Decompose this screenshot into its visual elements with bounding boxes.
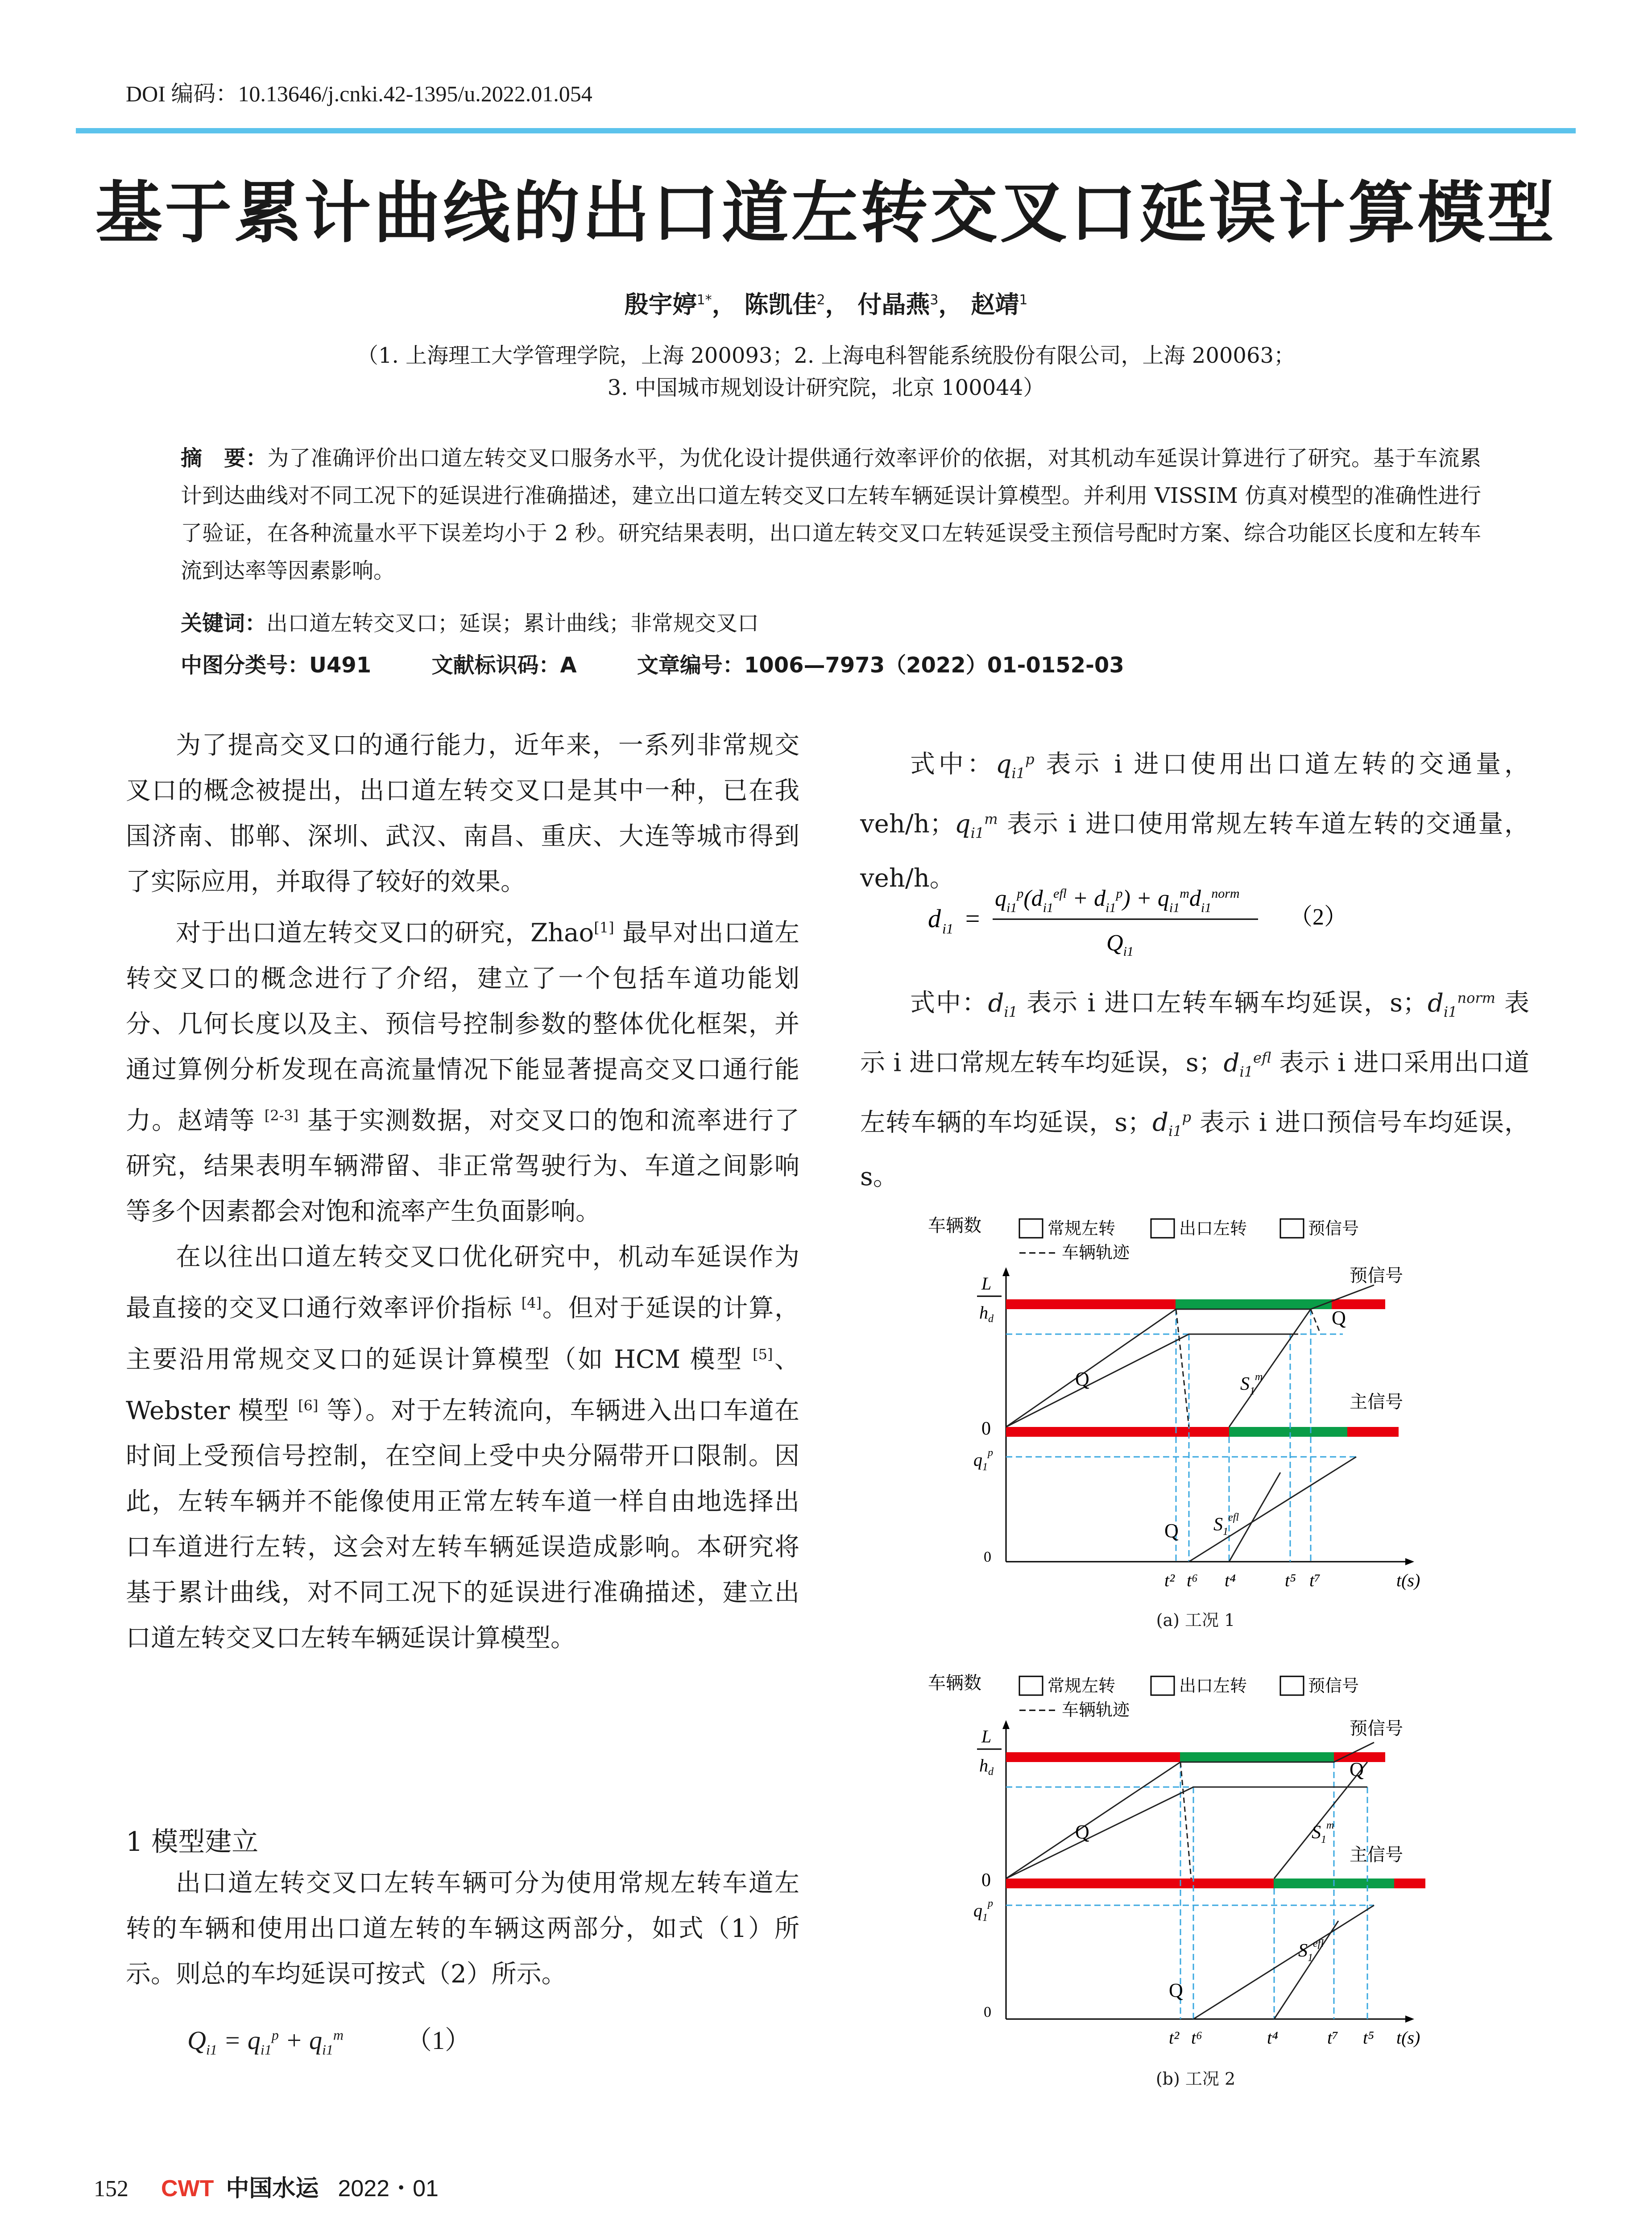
legend-pre: 预信号 bbox=[1308, 1677, 1359, 1696]
affiliation-line-2: 3. 中国城市规划设计研究院，北京 100044） bbox=[607, 375, 1045, 400]
text-run: 表示 i 进口使用常规左转车道左转的交通量，veh/h。 bbox=[860, 809, 1529, 893]
authors: 殷宇婷$^{1*}$， 陈凯佳$^2$， 付晶燕$^3$， 赵靖$^1$ bbox=[624, 290, 1028, 319]
doc-label: 文献标识码： bbox=[431, 653, 560, 678]
author-sup: 1* bbox=[696, 292, 712, 308]
x-tick-label: t⁵ bbox=[1285, 1570, 1296, 1590]
svg-text:Q: Q bbox=[1332, 1307, 1346, 1329]
y-axis-label: 车辆数 bbox=[928, 1215, 981, 1236]
paragraph: 出口道左转交叉口左转车辆可分为使用常规左转车道左转的车辆和使用出口道左转的车辆这两部分，如式（1）所示。则总的车均延误可按式（2）所示。 bbox=[126, 1869, 799, 1989]
x-tick-label: t⁶ bbox=[1187, 1570, 1198, 1590]
journal-name: 中国水运 bbox=[226, 2175, 319, 2202]
paragraph bbox=[126, 905, 799, 1235]
x-tick-label: t⁴ bbox=[1267, 2028, 1279, 2048]
svg-text:0: 0 bbox=[984, 1549, 991, 1565]
legend-exit: 出口左转 bbox=[1179, 1677, 1247, 1696]
equation-number: （2） bbox=[1289, 904, 1348, 930]
classification bbox=[181, 648, 1481, 679]
author-name: 殷宇婷 bbox=[624, 290, 697, 319]
x-tick-label: t² bbox=[1169, 2028, 1180, 2048]
citation: [4] bbox=[521, 1294, 542, 1312]
text-run: 。但对于延误的计算，主要沿用常规交叉口的延误计算模型（如 HCM 模型 bbox=[126, 1294, 799, 1374]
pre-signal-label: 预信号 bbox=[1350, 1265, 1403, 1286]
affiliation-line-1: （1. 上海理工大学管理学院，上海 200093；2. 上海电科智能系统股份有限公司，上海 200063； bbox=[356, 343, 1296, 368]
header-rule bbox=[76, 128, 1576, 133]
right-column-cont bbox=[860, 975, 1529, 1200]
text-run: 表示 i 进口采用出口道左转车辆的车均延误，s； bbox=[860, 1048, 1530, 1137]
text-run: 表示 i 进口左转车辆车均延误，s； bbox=[1018, 988, 1428, 1018]
svg-text:q1p: $q_1^p$ bbox=[973, 1447, 993, 1473]
text-run: 式中： bbox=[910, 750, 996, 779]
caption-b: (b) 工况 2 bbox=[1155, 2069, 1236, 2089]
left-column bbox=[126, 723, 799, 1661]
paragraph: 为了提高交叉口的通行能力，近年来，一系列非常规交叉口的概念被提出，出口道左转交叉口是其中一种，已在我国济南、邯郸、深圳、武汉、南昌、重庆、大连等城市得到了实际应用，并取得了较好的效果。 bbox=[126, 731, 799, 896]
text-run: 基于实测数据，对交叉口的饱和流率进行了研究，结果表明车辆滞留、非正常驾驶行为、车道之间影响等多个因素都会对饱和流率产生负面影响。 bbox=[126, 1106, 799, 1227]
author-sup: 3 bbox=[930, 292, 939, 308]
clc-label: 中图分类号： bbox=[181, 653, 310, 678]
legend-normal: 常规左转 bbox=[1048, 1677, 1116, 1696]
svg-text:Q: Q bbox=[1350, 1758, 1364, 1780]
legend-normal: 常规左转 bbox=[1048, 1219, 1116, 1238]
author-sup: 1 bbox=[1019, 292, 1028, 308]
issue: 2022・01 bbox=[338, 2176, 439, 2202]
x-tick-label: t⁷ bbox=[1327, 2028, 1339, 2048]
page-number: 152 bbox=[94, 2176, 128, 2202]
x-tick-label: t⁷ bbox=[1309, 1570, 1321, 1590]
text-run: 最早对出口道左转交叉口的概念进行了介绍，建立了一个包括车道功能划分、几何长度以及主、预信号控制参数的整体优化框架，并通过算例分析发现在高流量情况下能显著提高交叉口通行能力。赵靖等 bbox=[126, 918, 799, 1136]
svg-text:Qi1: $Q_{i1}$ bbox=[1106, 930, 1134, 959]
author-name: 赵靖 bbox=[971, 290, 1019, 319]
x-axis-unit: t(s) bbox=[1396, 2028, 1420, 2048]
svg-text:0: 0 bbox=[981, 1418, 991, 1439]
svg-text:Q: Q bbox=[1164, 1520, 1179, 1542]
abstract bbox=[181, 440, 1481, 589]
art-value: 1006—7973（2022）01-0152-03 bbox=[744, 653, 1124, 678]
svg-text:q1p: $q_1^p$ bbox=[973, 1898, 993, 1924]
doi: DOI 编码：10.13646/j.cnki.42-1395/u.2022.01.054 bbox=[126, 81, 592, 106]
svg-text:S1m: $S_1^m$ bbox=[1312, 1820, 1334, 1845]
author-name: 付晶燕 bbox=[857, 290, 930, 319]
text-run: 表示 i 进口常规左转车均延误，s； bbox=[860, 988, 1529, 1078]
citation: [2-3] bbox=[264, 1107, 299, 1124]
svg-text:S1efl: $S_1^{efl}$ bbox=[1213, 1512, 1239, 1538]
equation-1: $Q_{i1} = q_{i1}^p + q_{i1}^m$ （1） bbox=[187, 2026, 471, 2058]
citation: [6] bbox=[298, 1397, 319, 1414]
paragraph bbox=[126, 1235, 799, 1661]
y-axis-label: 车辆数 bbox=[928, 1673, 981, 1693]
text-run: 式中： bbox=[910, 988, 988, 1018]
svg-text:0: 0 bbox=[981, 1870, 991, 1891]
figure-b bbox=[928, 1671, 1454, 2073]
doc-value: A bbox=[560, 653, 577, 678]
figure-a bbox=[928, 1205, 1454, 1606]
author-sup: 2 bbox=[816, 292, 825, 308]
svg-text:Q: Q bbox=[1169, 1979, 1183, 2001]
svg-text:Q: Q bbox=[1075, 1821, 1089, 1843]
abstract-text: 为了准确评价出口道左转交叉口服务水平，为优化设计提供通行效率评价的依据，对其机动车延误计算进行了研究。基于车流累计到达曲线对不同工况下的延误进行准确描述，建立出口道左转交叉口左转车辆延误计算模型。并利用 VISSIM 仿真对模型的准确性进行了验证，在各种流量水平下误差均小于 2 秒。研究结果表明，出口道左转交叉口左转延误受主预信号配时方案、综合功能区长度和左转车流到达率等因素影响。 bbox=[181, 446, 1481, 583]
svg-text:0: 0 bbox=[984, 2004, 991, 2020]
keywords-label: 关键词： bbox=[181, 611, 267, 636]
svg-text:d: d bbox=[928, 904, 941, 933]
equation-2 bbox=[928, 875, 1463, 964]
section-heading: 1 模型建立 bbox=[126, 1826, 259, 1858]
brand-logo: CWT bbox=[161, 2176, 214, 2202]
legend-exit: 出口左转 bbox=[1179, 1219, 1247, 1238]
article-title: 基于累计曲线的出口道左转交叉口延误计算模型 bbox=[95, 174, 1557, 252]
svg-text:L: L bbox=[981, 1726, 992, 1746]
svg-text:S1m: $S_1^m$ bbox=[1240, 1371, 1263, 1397]
text-run: 在以往出口道左转交叉口优化研究中，机动车延误作为最直接的交叉口通行效率评价指标 bbox=[126, 1243, 799, 1323]
caption-a: (a) 工况 1 bbox=[1156, 1610, 1235, 1630]
keywords-text: 出口道左转交叉口；延误；累计曲线；非常规交叉口 bbox=[266, 611, 759, 636]
pre-signal-label: 预信号 bbox=[1350, 1718, 1403, 1738]
left-column-cont bbox=[126, 1861, 799, 1997]
text-run: 对于出口道左转交叉口的研究，Zhao bbox=[176, 918, 594, 948]
text-run: 表示 i 进口使用出口道左转的交通量，veh/h； bbox=[860, 750, 1530, 839]
text-run: 、Webster 模型 bbox=[126, 1345, 799, 1426]
page-footer bbox=[94, 2169, 439, 2203]
x-tick-label: t⁴ bbox=[1225, 1570, 1236, 1590]
legend-pre: 预信号 bbox=[1308, 1219, 1359, 1238]
svg-text:hd: $h_d$ bbox=[979, 1755, 994, 1778]
x-tick-label: t⁵ bbox=[1363, 2028, 1375, 2048]
svg-text:S1efl: $S_1^{efl}$ bbox=[1298, 1938, 1324, 1964]
equation-number: （1） bbox=[406, 2026, 471, 2055]
svg-text:qi1p(di1efl + di1p) + qi1mdi1n: $q_{i1}^p(d_{i1}^{efl} + d_{i1}^p) + q_{i1}^md_{i1}^{norm}$ bbox=[995, 886, 1240, 915]
main-signal-label: 主信号 bbox=[1350, 1845, 1403, 1865]
keywords bbox=[181, 606, 759, 637]
author-name: 陈凯佳 bbox=[744, 290, 817, 319]
art-label: 文章编号： bbox=[637, 653, 744, 678]
main-signal-label: 主信号 bbox=[1350, 1392, 1403, 1412]
paragraph: 式中：$d_{i1}$ 表示 i 进口左转车辆车均延误，s；$d_{i1}^{norm}$ 表示 i 进口常规左转车均延误，s；$d_{i1}^{efl}$ 表示 i 进口采用出口道左转车辆的车均延误，s；$d_{i1}^p$ 表示 i 进口预信号车均延误，s。 bbox=[860, 988, 1530, 1191]
text-run: 表示 i 进口预信号车均延误，s。 bbox=[860, 1108, 1529, 1191]
svg-text:Q: Q bbox=[1075, 1368, 1089, 1390]
citation: [5] bbox=[753, 1345, 773, 1363]
text-run: 等）。对于左转流向，车辆进入出口车道在时间上受预信号控制，在空间上受中央分隔带开口限制。因此，左转车辆并不能像使用正常左转车道一样自由地选择出口车道进行左转，这会对左转车辆延误造成影响。本研究将基于累计曲线，对不同工况下的延误进行准确描述，建立出口道左转交叉口左转车辆延误计算模型。 bbox=[126, 1396, 799, 1653]
legend-trajectory: 车辆轨迹 bbox=[1062, 1244, 1130, 1262]
abstract-label: 摘 要： bbox=[181, 446, 268, 471]
x-axis-unit: t(s) bbox=[1396, 1570, 1420, 1590]
svg-text:L: L bbox=[981, 1273, 992, 1294]
svg-text:hd: $h_d$ bbox=[979, 1302, 994, 1325]
svg-text:=: = bbox=[964, 904, 981, 933]
legend-trajectory: 车辆轨迹 bbox=[1062, 1701, 1130, 1720]
citation: [1] bbox=[594, 919, 614, 936]
x-tick-label: t⁶ bbox=[1191, 2028, 1203, 2048]
svg-text:i1: i1 bbox=[942, 921, 953, 937]
paragraph: 式中：$q_{i1}^p$ 表示 i 进口使用出口道左转的交通量，veh/h；$q_{i1}^m$ 表示 i 进口使用常规左转车道左转的交通量，veh/h。 bbox=[860, 750, 1530, 893]
x-tick-label: t² bbox=[1164, 1570, 1175, 1590]
clc-value: U491 bbox=[309, 653, 372, 678]
